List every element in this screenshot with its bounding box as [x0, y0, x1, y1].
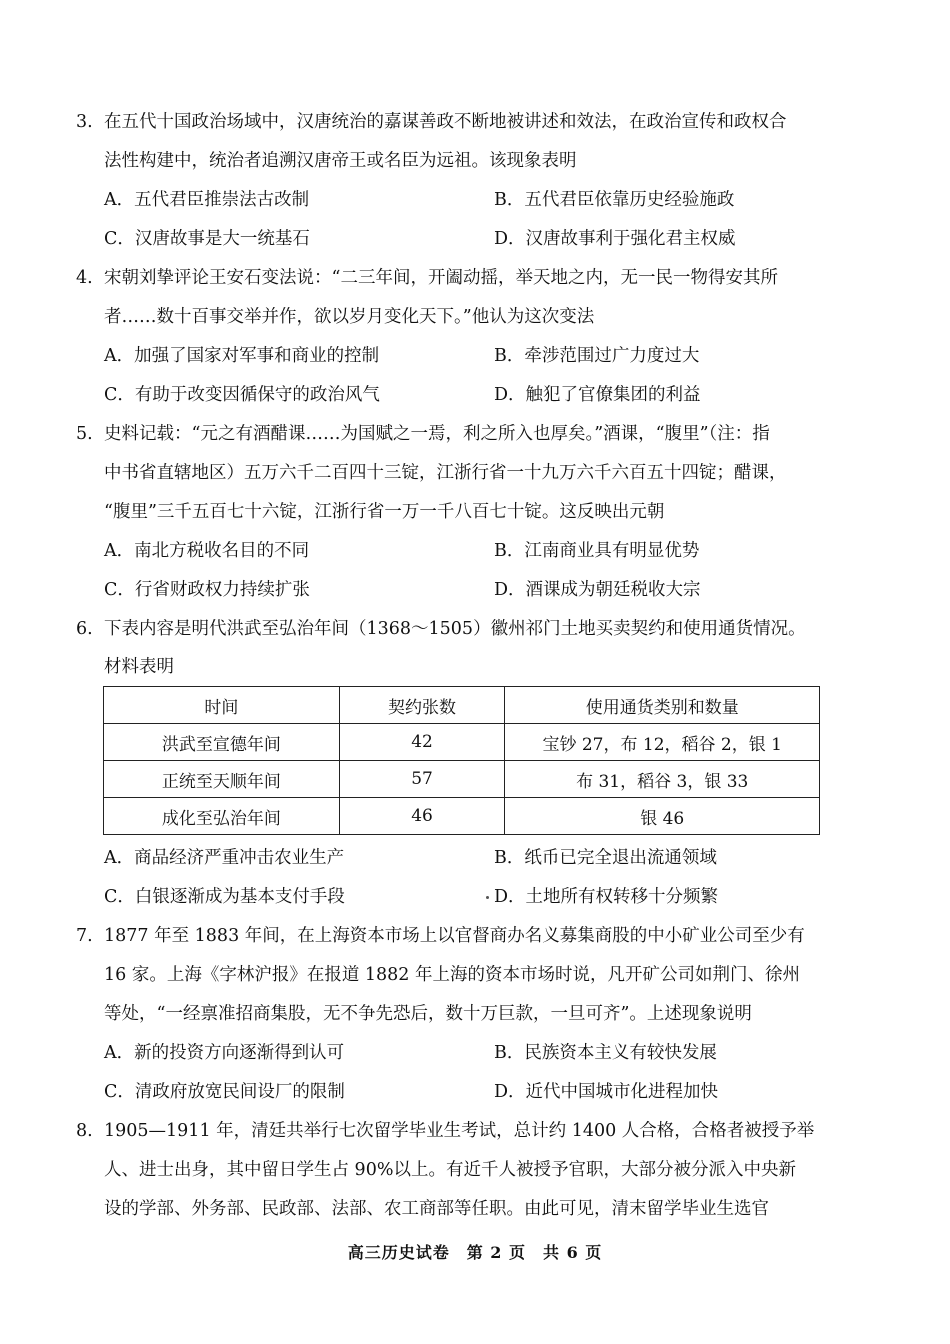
table-header-cell: 契约张数: [339, 687, 505, 724]
question-7-stem-line-2: 16 家。上海《字林沪报》在报道 1882 年上海的资本市场时说，凡开矿公司如荆门、徐州: [104, 965, 800, 985]
question-4-option-b: B．牵涉范围过广力度过大: [494, 346, 700, 366]
question-3-number: 3.: [76, 112, 93, 132]
table-cell-currency: 宝钞 27，布 12，稻谷 2，银 1: [505, 724, 820, 761]
question-5-number: 5.: [76, 424, 93, 444]
scan-dot-mark: [486, 896, 489, 899]
question-7-stem-line-1: 1877 年至 1883 年间，在上海资本市场上以官督商办名义募集商股的中小矿业公司至少有: [104, 926, 805, 946]
question-6-option-c: C．白银逐渐成为基本支付手段: [104, 887, 345, 907]
question-7-stem-line-3: 等处，“一经禀准招商集股，无不争先恐后，数十万巨款，一旦可齐”。上述现象说明: [104, 1004, 752, 1024]
table-row: [104, 798, 820, 835]
question-4-number: 4.: [76, 268, 93, 288]
question-5-option-b: B．江南商业具有明显优势: [494, 541, 700, 561]
question-4-stem-line-2: 者……数十百事交举并作，欲以岁月变化天下。”他认为这次变法: [104, 307, 595, 327]
question-3-option-b: B．五代君臣依靠历史经验施政: [494, 190, 735, 210]
question-6-option-b: B．纸币已完全退出流通领域: [494, 848, 717, 868]
table-cell-count: 42: [339, 724, 505, 761]
question-3-stem-line-1: 在五代十国政治场域中，汉唐统治的嘉谋善政不断地被讲述和效法，在政治宣传和政权合: [104, 112, 787, 132]
table-cell-period: 正统至天顺年间: [104, 761, 340, 798]
question-4-stem-line-1: 宋朝刘挚评论王安石变法说：“二三年间，开阖动摇，举天地之内，无一民一物得安其所: [104, 268, 778, 288]
question-7-option-d: D．近代中国城市化进程加快: [494, 1082, 719, 1102]
question-6-stem-line-1: 下表内容是明代洪武至弘治年间（1368～1505）徽州祁门土地买卖契约和使用通货情况。: [104, 619, 806, 639]
question-7-option-a: A．新的投资方向逐渐得到认可: [104, 1043, 345, 1063]
table-cell-count: 46: [339, 798, 505, 835]
table-row: [104, 724, 820, 761]
currency-table: [103, 686, 820, 835]
table-header-row: [104, 687, 820, 724]
question-8-number: 8.: [76, 1121, 93, 1141]
question-5-stem-line-1: 史料记载：“元之有酒醋课……为国赋之一焉，利之所入也厚矣。”酒课，“腹里”（注：指: [104, 424, 770, 444]
table-header-cell: 使用通货类别和数量: [505, 687, 820, 724]
question-3-stem-line-2: 法性构建中，统治者追溯汉唐帝王或名臣为远祖。该现象表明: [104, 151, 577, 171]
question-8-stem-line-2: 人、进士出身，其中留日学生占 90%以上。有近千人被授予官职，大部分被分派入中央新: [104, 1160, 796, 1180]
question-5-stem-line-3: “腹里”三千五百七十六锭，江浙行省一万一千八百七十锭。这反映出元朝: [104, 502, 665, 522]
table-cell-currency: 银 46: [505, 798, 820, 835]
question-6-stem-line-2: 材料表明: [104, 657, 174, 677]
table-cell-period: 成化至弘治年间: [104, 798, 340, 835]
question-3-option-a: A．五代君臣推崇法古改制: [104, 190, 310, 210]
question-8-stem-line-1: 1905—1911 年，清廷共举行七次留学毕业生考试，总计约 1400 人合格，合格者被授予举: [104, 1121, 815, 1141]
page-footer: 高三历史试卷 第 2 页 共 6 页: [347, 1243, 603, 1262]
table-cell-count: 57: [339, 761, 505, 798]
question-8-stem-line-3: 设的学部、外务部、民政部、法部、农工商部等任职。由此可见，清末留学毕业生选官: [104, 1199, 769, 1219]
question-5-option-c: C．行省财政权力持续扩张: [104, 580, 310, 600]
question-7-option-b: B．民族资本主义有较快发展: [494, 1043, 717, 1063]
table-header-cell: 时间: [104, 687, 340, 724]
question-7-option-c: C．清政府放宽民间设厂的限制: [104, 1082, 345, 1102]
question-3-option-c: C．汉唐故事是大一统基石: [104, 229, 310, 249]
question-5-option-a: A．南北方税收名目的不同: [104, 541, 310, 561]
table-row: [104, 761, 820, 798]
question-5-option-d: D．酒课成为朝廷税收大宗: [494, 580, 701, 600]
question-3-option-d: D．汉唐故事利于强化君主权威: [494, 229, 736, 249]
question-4-option-d: D．触犯了官僚集团的利益: [494, 385, 701, 405]
question-4-option-c: C．有助于改变因循保守的政治风气: [104, 385, 380, 405]
question-6-option-d: D．土地所有权转移十分频繁: [494, 887, 719, 907]
question-4-option-a: A．加强了国家对军事和商业的控制: [104, 346, 380, 366]
question-5-stem-line-2: 中书省直辖地区）五万六千二百四十三锭，江浙行省一十九万六千六百五十四锭；醋课，: [104, 463, 787, 483]
question-6-option-a: A．商品经济严重冲击农业生产: [104, 848, 345, 868]
question-7-number: 7.: [76, 926, 93, 946]
question-6-number: 6.: [76, 619, 93, 639]
table-cell-period: 洪武至宣德年间: [104, 724, 340, 761]
table-cell-currency: 布 31，稻谷 3，银 33: [505, 761, 820, 798]
